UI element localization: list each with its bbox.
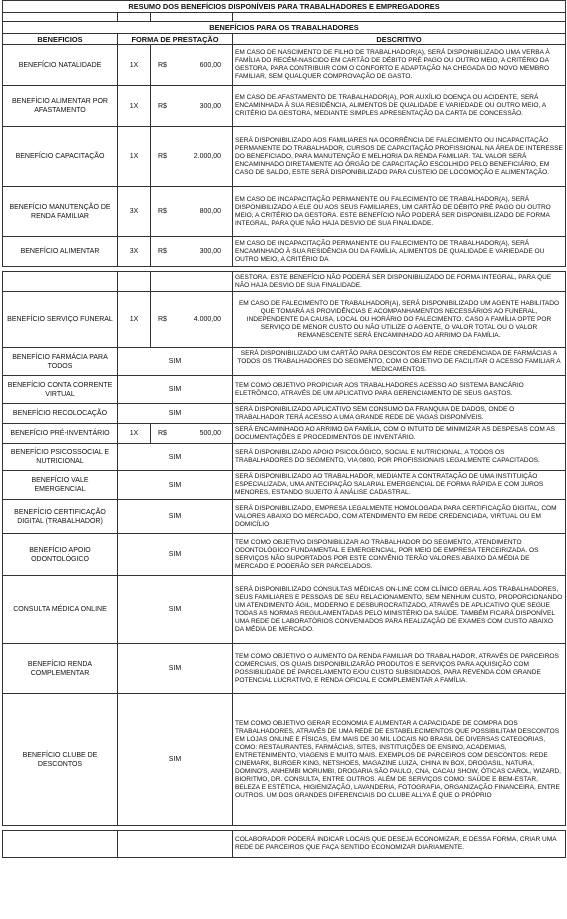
blank-row [3, 13, 566, 22]
benefit-name [3, 831, 118, 858]
table-row [3, 292, 566, 348]
table-row [3, 831, 566, 858]
benefit-sim: SIM [118, 576, 233, 644]
benefit-description: SERÁ DISPONIBILIZADO, EMPRESA LEGALMENTE HOMOLOGADA PARA CERTIFICAÇÃO DIGITAL, COM VALORES ABAIXO DO MERCADO, COM ATENDIMENTO EM REDE CREDENCIADA, VIRTUAL OU EM DOMICÍLIO [233, 500, 566, 534]
benefit-sim [118, 831, 233, 858]
amount: 300,00 [199, 102, 221, 110]
benefit-sim: SIM [118, 348, 233, 376]
benefit-value [151, 187, 233, 237]
benefit-name: BENEFÍCIO CLUBE DE DESCONTOS [3, 694, 118, 826]
benefit-value [151, 424, 233, 444]
title-row [3, 1, 566, 13]
benefit-name: BENEFÍCIO APOIO ODONTOLÓGICO [3, 534, 118, 576]
table-row [3, 534, 566, 576]
benefit-name: BENEFÍCIO PRÉ-INVENTÁRIO [3, 424, 118, 444]
benefit-qty: 1X [118, 45, 151, 86]
benefit-qty: 3X [118, 237, 151, 267]
benefit-name: BENEFÍCIO PSICOSSOCIAL E NUTRICIONAL [3, 444, 118, 471]
benefit-description: SERÁ DISPONIBILIZADO APOIO PSICOLÓGICO, SOCIAL E NUTRICIONAL, A TODOS OS TRABALHADORES DO SEGMENTO, VIA 0800, POR PROFISSIONAIS LEGALMENTE CAPACITADOS. [233, 444, 566, 471]
page-title: RESUMO DOS BENEFÍCIOS DISPONÍVEIS PARA TRABALHADORES E EMPREGADORES [3, 1, 566, 13]
benefit-name: BENEFÍCIO CONTA CORRENTE VIRTUAL [3, 376, 118, 404]
table-row [3, 404, 566, 424]
benefit-qty [118, 272, 151, 292]
table-row [3, 694, 566, 826]
benefit-name: BENEFÍCIO MANUTENÇÃO DE RENDA FAMILIAR [3, 187, 118, 237]
benefit-qty: 1X [118, 424, 151, 444]
benefit-description: EM CASO DE FALECIMENTO DE TRABALHADOR(A), SERÁ DISPONIBILIZADO UM AGENTE HABILITADO QUE TOMARÁ AS PROVIDÊNCIAS E ACOMPANHAMENTOS NECESSÁRIOS AO FUNERAL, INDEPENDENTE DA CAUSA, LOCAL OU HORÁRIO DO FALECIMENTO. CASO A FAMÍLIA OPTE POR SERVIÇO DE MENOR CUSTO OU NÃO UTILIZE O AGENTE, O VALOR TOTAL OU O VALOR REMANESCENTE SERÁ ENCAMINHADO AO ARRIMO DA FAMÍLIA. [233, 292, 566, 348]
benefit-description: SERÁ ENCAMINHADO AO ARRIMO DA FAMÍLIA, COM O INTUITO DE MINIMIZAR AS DESPESAS COM AS DOCUMENTAÇÕES E PROCEDIMENTOS DE INVENTÁRIO. [233, 424, 566, 444]
benefit-qty: 3X [118, 187, 151, 237]
benefit-value [151, 127, 233, 187]
benefit-name: BENEFÍCIO CAPACITAÇÃO [3, 127, 118, 187]
currency: R$ [158, 430, 167, 437]
currency: R$ [158, 248, 167, 255]
table-row [3, 45, 566, 86]
table-row [3, 348, 566, 376]
section-title: BENEFÍCIOS PARA OS TRABALHADORES [3, 22, 566, 34]
table-row [3, 500, 566, 534]
section-row [3, 22, 566, 34]
benefit-description: EM CASO DE INCAPACITAÇÃO PERMANENTE OU FALECIMENTO DE TRABALHADOR(A), SERÁ ENCAMINHADO À SUA RESIDÊNCIA OU DA FAMÍLIA, ALIMENTOS DE QUALIDADE E VARIEDADE OU OUTRO MEIO, A CRITÉRIO DA [233, 237, 566, 267]
benefit-sim: SIM [118, 444, 233, 471]
benefit-name: BENEFÍCIO NATALIDADE [3, 45, 118, 86]
benefit-description: EM CASO DE INCAPACITAÇÃO PERMANENTE OU FALECIMENTO DE TRABALHADOR(A), SERÁ DISPONIBILIZADO A ELE OU AOS SEUS FAMILIARES, UM CARTÃO DE DÉBITO PRÉ PAGO OU OUTRO MEIO, A CRITÉRIO DA GESTORA. ESTE BENEFÍCIO NÃO PODERÁ SER DISPONIBILIZADO DE FORMA INTEGRAL, PARA QUE NÃO HAJA DESVIO DE SUA FINALIDADE. [233, 187, 566, 237]
benefit-name: BENEFÍCIO ALIMENTAR POR AFASTAMENTO [3, 86, 118, 127]
benefit-value [151, 237, 233, 267]
benefit-name: BENEFÍCIO RENDA COMPLEMENTAR [3, 644, 118, 694]
table-row [3, 576, 566, 644]
benefits-table [2, 0, 566, 858]
col-header-benefit: BENEFICIOS [3, 34, 118, 45]
benefit-sim: SIM [118, 376, 233, 404]
amount: 800,00 [199, 208, 221, 215]
benefit-name: BENEFÍCIO ALIMENTAR [3, 237, 118, 267]
benefit-description: SERÁ DISPONIBILIZADO UM CARTÃO PARA DESCONTOS EM REDE CREDENCIADA DE FARMÁCIAS A TODOS OS TRABALHADORES DO SEGMENTO, COM O OBJETIVO DE FACILITAR O ACESSO FAMILIAR A MEDICAMENTOS. [233, 348, 566, 376]
benefit-value [151, 292, 233, 348]
benefit-sim: SIM [118, 534, 233, 576]
benefit-name: BENEFÍCIO SERVIÇO FUNERAL [3, 292, 118, 348]
benefit-description: TEM COMO OBJETIVO GERAR ECONOMIA E AUMENTAR A CAPACIDADE DE COMPRA DOS TRABALHADORES, ATRAVÉS DE UMA REDE DE ESTABELECIMENTOS QUE POSSIBILITAM DESCONTOS EM LOJAS ONLINE E FÍSICAS, EM MAIS DE 30 MIL LOCAIS NO BRASIL DE DIVERSAS CATEGORIAS, COMO: RESTAURANTES, FARMÁCIAS, SITES, INSTITUIÇÕES DE ENSINO, ACADEMIAS, ENTRETENIMENTO, VIAGENS E MUITO MAIS. EXEMPLOS DE PARCEIROS COM DESCONTOS: REDE CINEMARK, BURGER KING, NETSHOES, MAGAZINE LUIZA, CHINA IN BOX, DROGASIL, NATURA, DOMINO'S, ANHEMBI MORUMBI, DROGARIA SÃO PAULO, CNA, CACAU SHOW, ÓTICAS CAROL, WIZARD, BIORITMO, DR. CONSULTA, ENTRE OUTROS. ALÉM DE SERVIÇOS COMO: SAÚDE E BEM-ESTAR, BELEZA E ESTÉTICA, HIGIENIZAÇÃO, LAVANDERIA, FOTOGRAFIA, ORGANIZAÇÃO FINANCEIRA, ENTRE OUTROS. UM DOS GRANDES DIFERENCIAIS DO CLUBE ALLYA É QUE O PRÓPRIO [233, 694, 566, 826]
benefit-name: BENEFÍCIO RECOLOCAÇÃO [3, 404, 118, 424]
benefit-name: BENEFÍCIO CERTIFICAÇÃO DIGITAL (TRABALHADOR) [3, 500, 118, 534]
benefit-description: EM CASO DE AFASTAMENTO DE TRABALHADOR(A), POR AUXÍLIO DOENÇA OU ACIDENTE, SERÁ ENCAMINHADA À SUA RESIDÊNCIA, ALIMENTOS DE QUALIDADE E VARIEDADE OU OUTRO MEIO, A CRITÉRIO DA GESTORA, MEDIANTE SIMPLES APRESENTAÇÃO DA CARTA DE CONCESSÃO. [233, 86, 566, 127]
currency: R$ [158, 316, 167, 323]
currency: R$ [158, 61, 167, 69]
amount: 300,00 [199, 248, 221, 255]
benefit-value [151, 272, 233, 292]
benefit-sim: SIM [118, 404, 233, 424]
benefit-name: BENEFÍCIO FARMÁCIA PARA TODOS [3, 348, 118, 376]
table-row [3, 644, 566, 694]
table-row [3, 86, 566, 127]
benefit-sim: SIM [118, 471, 233, 500]
currency: R$ [158, 153, 167, 160]
benefit-description: GESTORA. ESTE BENEFÍCIO NÃO PODERÁ SER DISPONIBILIZADO DE FORMA INTEGRAL, PARA QUE NÃO HAJA DESVIO DE SUA FINALIDADE. [233, 272, 566, 292]
benefit-value [151, 86, 233, 127]
amount: 600,00 [199, 61, 221, 69]
benefit-name: CONSULTA MÉDICA ONLINE [3, 576, 118, 644]
benefit-description: COLABORADOR PODERÁ INDICAR LOCAIS QUE DESEJA ECONOMIZAR, E DESSA FORMA, CRIAR UMA REDE DE PARCEIROS QUE FAÇA SENTIDO ECONOMIZAR DIARIAMENTE. [233, 831, 566, 858]
amount: 2.000,00 [193, 153, 221, 160]
table-row [3, 376, 566, 404]
col-header-desc: DESCRITIVO [233, 34, 566, 45]
amount: 500,00 [199, 430, 221, 437]
benefit-description: SERÁ DISPONIBILIZADO APLICATIVO SEM CONSUMO DA FRANQUIA DE DADOS, ONDE O TRABALHADOR TERÁ ACESSO A UMA GRANDE REDE DE VAGAS DISPONÍVEIS. [233, 404, 566, 424]
benefit-qty: 1X [118, 127, 151, 187]
col-header-form: FORMA DE PRESTAÇÃO [118, 34, 233, 45]
benefit-sim: SIM [118, 500, 233, 534]
table-row [3, 471, 566, 500]
table-row [3, 272, 566, 292]
table-row [3, 424, 566, 444]
benefit-description: SERÁ DISPONIBILIZADO AOS FAMILIARES NA OCORRÊNCIA DE FALECIMENTO OU INCAPACITAÇÃO PERMANENTE DO TRABALHADOR, CURSOS DE CAPACITAÇÃO PROFISSIONAL NA ÁREA DE INTERESSE DO BENEFICIADO, PARA MANUTENÇÃO E MELHORIA DA RENDA FAMILIAR. TAL VALOR SERÁ ENCAMINHADO DIRETAMENTE AO ÓRGÃO DE CAPACITAÇÃO ESCOLHIDO PELO BENEFICIÁRIO, EM CASO DE SALDO, ESTE SERÁ DISPONIBILIZADO PARA CUSTEIO DE LOCOMOÇÃO E ALIMENTAÇÃO. [233, 127, 566, 187]
table-row [3, 127, 566, 187]
currency: R$ [158, 102, 167, 110]
benefit-sim: SIM [118, 694, 233, 826]
benefit-description: SERÁ DISPONIBILIZADO CONSULTAS MÉDICAS ON-LINE COM CLÍNICO GERAL AOS TRABALHADORES, SEUS FAMILIARES E PESSOAS DE SEU RELACIONAMENTO, SEM NENHUM CUSTO, PROPORCIONANDO UM ATENDIMENTO ÁGIL, MODERNO E DESBUROCRATIZADO, ATRAVÉS DE APLICATIVO QUE SEGUE TODAS AS NORMAS REGULAMENTADAS PELO MINISTÉRIO DA SAÚDE. TAMBÉM FICARÁ DISPONÍVEL UMA REDE DE LABORATÓRIOS CONVENIADOS PARA REALIZAÇÃO DE EXAMES COM CUSTO ABAIXO DA MÉDIA DE MERCADO. [233, 576, 566, 644]
table-row [3, 237, 566, 267]
benefit-name [3, 272, 118, 292]
benefit-description: TEM COMO OBJETIVO PROPICIAR AOS TRABALHADORES ACESSO AO SISTEMA BANCÁRIO ELETRÔNICO, ATRAVÉS DE UM APLICATIVO PARA GERENCIAMENTO DE SEUS GASTOS. [233, 376, 566, 404]
table-row [3, 187, 566, 237]
benefit-name: BENEFÍCIO VALE EMERGENCIAL [3, 471, 118, 500]
benefit-description: EM CASO DE NASCIMENTO DE FILHO DE TRABALHADOR(A), SERÁ DISPONIBILIZADO UMA VERBA À FAMÍLIA DO RECÉM-NASCIDO EM CARTÃO DE DÉBITO PRÉ PAGO OU OUTRO MEIO, A CRITÉRIO DA GESTORA, PARA CONTRIBUIR COM O CONFORTO E ADAPTAÇÃO NA CHEGADA DO NOVO MEMBRO FAMILIAR, SEM QUALQUER COMPROVAÇÃO DE GASTO. [233, 45, 566, 86]
benefit-description: SERÁ DISPONIBILIZADO AO TRABALHADOR, MEDIANTE A CONTRATAÇÃO DE UMA INSTITUIÇÃO ESPECIALIZADA, UMA ANTECIPAÇÃO SALARIAL EMERGENCIAL DE FORMA RÁPIDA E COM JUROS MENORES, ESTANDO SUJEITO À ANÁLISE CADASTRAL. [233, 471, 566, 500]
currency: R$ [158, 208, 167, 215]
table-row [3, 444, 566, 471]
amount: 4.000,00 [193, 316, 221, 323]
benefit-description: TEM COMO OBJETIVO O AUMENTO DA RENDA FAMILIAR DO TRABALHADOR, ATRAVÉS DE PARCEIROS COMERCIAIS, OS QUAIS DISPONIBILIZARÃO PRODUTOS E SERVIÇOS PARA AQUISIÇÃO COM POSSIBILIDADE DE PARCELAMENTO E/OU CUSTO SUBSIDIADOS, PARA REVENDA COM GRANDE POTENCIAL LUCRATIVO, E RENDA OFICIAL E COMPLEMENTAR A FAMÍLIA. [233, 644, 566, 694]
benefit-value [151, 45, 233, 86]
header-row [3, 34, 566, 45]
benefit-qty: 1X [118, 292, 151, 348]
benefit-description: TEM COMO OBJETIVO DISPONIBILIZAR AO TRABALHADOR DO SEGMENTO, ATENDIMENTO ODONTOLÓGICO FUNDAMENTAL E EMERGENCIAL, POR MEIO DE EMPRESA TERCEIRIZADA. OS SERVIÇOS NÃO SUPORTADOS POR ESTE CONVÊNIO TERÃO VALORES ABAIXO DA MÉDIA DE MERCADO E PODERÃO SER PARCELADOS. [233, 534, 566, 576]
benefit-sim: SIM [118, 644, 233, 694]
benefit-qty: 1X [118, 86, 151, 127]
